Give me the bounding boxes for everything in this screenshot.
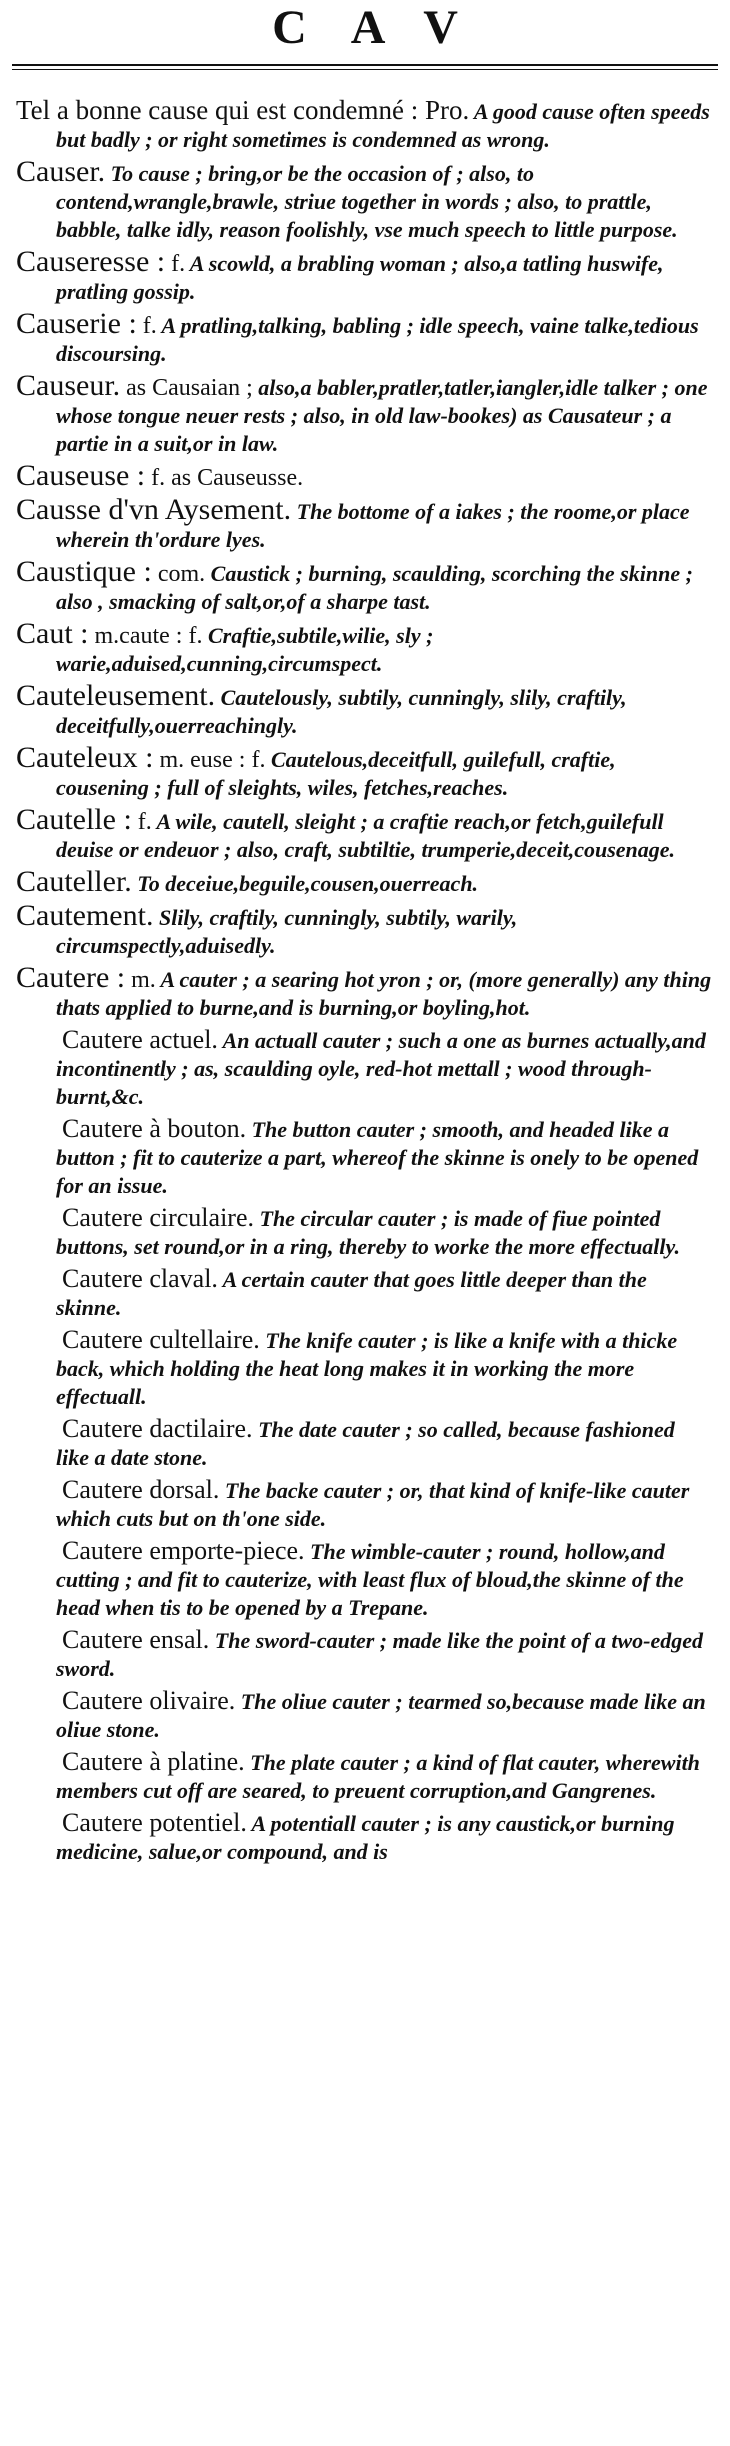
dictionary-entry	[0, 307, 730, 368]
entry-definition: The oliue cauter ; tearmed so,because made like an oliue stone.	[56, 1689, 706, 1742]
entry-grammar: m.caute : f.	[88, 623, 203, 649]
dictionary-subentry	[0, 1809, 730, 1866]
running-head: CAV	[272, 1, 502, 54]
entry-headword: Causerie :	[16, 307, 137, 340]
entry-headword: Cautere potentiel.	[62, 1808, 247, 1837]
entry-definition: A certain cauter that goes little deeper than the skinne.	[56, 1267, 647, 1320]
dictionary-entry	[0, 961, 730, 1022]
entry-definition: Slily, craftily, cunningly, subtily, warily, circumspectly,aduisedly.	[56, 905, 518, 958]
entry-headword: Tel a bonne cause qui est condemné : Pro.	[16, 95, 470, 125]
dictionary-entry	[0, 155, 730, 244]
dictionary-subentry	[0, 1326, 730, 1411]
entry-headword: Cautere emporte-piece.	[62, 1536, 305, 1565]
entry-grammar: f.	[165, 251, 186, 277]
entry-headword: Cauteller.	[16, 865, 132, 898]
entry-headword: Cautere actuel.	[62, 1025, 218, 1054]
entry-headword: Cautere cultellaire.	[62, 1325, 260, 1354]
dictionary-subentry	[0, 1204, 730, 1261]
dictionary-entry	[0, 865, 730, 898]
entry-grammar: f. as Causeusse.	[145, 465, 304, 491]
entry-headword: Cautere olivaire.	[62, 1686, 236, 1715]
entry-definition: The bottome of a iakes ; the roome,or place wherein th'ordure lyes.	[56, 499, 690, 552]
dictionary-subentry	[0, 1476, 730, 1533]
page-header	[0, 0, 730, 66]
entry-definition: The backe cauter ; or, that kind of knife-like cauter which cuts but on th'one side.	[56, 1478, 690, 1531]
entry-headword: Cautere à bouton.	[62, 1114, 247, 1143]
entry-definition: A potentiall cauter ; is any caustick,or burning medicine, salue,or compound, and is	[56, 1811, 675, 1864]
entry-headword: Causer.	[16, 155, 106, 188]
entry-headword: Cautement.	[16, 899, 154, 932]
entry-headword: Causeuse :	[16, 459, 146, 492]
entry-definition: The button cauter ; smooth, and headed like a button ; fit to cauterize a part, whereof the skinne is onely to be opened for an issue.	[56, 1117, 699, 1198]
dictionary-subentry	[0, 1748, 730, 1805]
entry-definition: The wimble-cauter ; round, hollow,and cutting ; and fit to cauterize, with least flux of bloud,the skinne of the head when tis to be opened by a Trepane.	[56, 1539, 684, 1620]
entry-definition: The circular cauter ; is made of fiue pointed buttons, set round,or in a ring, thereby to worke the more effectually.	[56, 1206, 680, 1259]
dictionary-entry	[0, 493, 730, 554]
entry-definition: A cauter ; a searing hot yron ; or, (more generally) any thing thats applied to burne,and is burning,or boyling,hot.	[56, 967, 712, 1020]
entry-definition: Craftie,subtile,wilie, sly ; warie,aduised,cunning,circumspect.	[56, 623, 434, 676]
entry-headword: Cautere ensal.	[62, 1625, 210, 1654]
dictionary-subentry	[0, 1026, 730, 1111]
dictionary-entry	[0, 899, 730, 960]
dictionary-entry	[0, 369, 730, 458]
dictionary-entry	[0, 803, 730, 864]
entry-headword: Cautere à platine.	[62, 1747, 245, 1776]
entry-headword: Cautere dorsal.	[62, 1475, 220, 1504]
dictionary-subentry	[0, 1687, 730, 1744]
entry-grammar: f.	[136, 313, 157, 339]
dictionary-entry	[0, 617, 730, 678]
entry-grammar: m. euse : f.	[153, 747, 266, 773]
entry-headword: Cautere dactilaire.	[62, 1414, 253, 1443]
entry-definition: Cautelous,deceitfull, guilefull, craftie, cousening ; full of sleights, wiles, fetches,reaches.	[56, 747, 616, 800]
entry-headword: Cautere circulaire.	[62, 1203, 254, 1232]
entry-grammar: com.	[151, 561, 206, 587]
entry-definition: A pratling,talking, babling ; idle speech, vaine talke,tedious discoursing.	[56, 313, 699, 366]
entry-definition: also,a babler,pratler,tatler,iangler,idle talker ; one whose tongue neuer rests ; also, in old law-bookes) as Causateur ; a partie in a suit,or in law.	[56, 375, 708, 456]
dictionary-entry	[0, 679, 730, 740]
entry-headword: Causeresse :	[16, 245, 166, 278]
dictionary-entry	[0, 96, 730, 154]
entry-definition: To deceiue,beguile,cousen,ouerreach.	[131, 871, 479, 896]
entry-definition: A scowld, a brabling woman ; also,a tatling huswife, pratling gossip.	[56, 251, 664, 304]
dictionary-entry	[0, 555, 730, 616]
entry-definition: To cause ; bring,or be the occasion of ; also, to contend,wrangle,brawle, striue together in words ; also, to prattle, babble, talke idly, reason foolishly, vse much speech to little purpose.	[56, 161, 678, 242]
entry-definition: An actuall cauter ; such a one as burnes actually,and incontinently ; as, scaulding oyle, red-hot mettall ; wood through-burnt,&c.	[56, 1028, 706, 1109]
dictionary-subentry	[0, 1265, 730, 1322]
entry-definition: Cautelously, subtily, cunningly, slily, craftily, deceitfully,ouerreachingly.	[56, 685, 627, 738]
entry-grammar: f.	[131, 809, 152, 835]
entry-headword: Causse d'vn Aysement.	[16, 493, 292, 526]
header-rule-thin	[12, 69, 718, 70]
entry-headword: Cauteleusement.	[16, 679, 216, 712]
dictionary-entry	[0, 459, 730, 492]
entry-headword: Causeur.	[16, 369, 121, 402]
header-rule	[12, 64, 718, 66]
entry-headword: Caut :	[16, 617, 89, 650]
entry-grammar: as Causaian ;	[120, 375, 253, 401]
dictionary-entry	[0, 741, 730, 802]
entry-definition: The plate cauter ; a kind of flat cauter, wherewith members cut off are seared, to preuent corruption,and Gangrenes.	[56, 1750, 700, 1803]
entry-definition: The date cauter ; so called, because fashioned like a date stone.	[56, 1417, 675, 1470]
dictionary-subentry	[0, 1537, 730, 1622]
entry-headword: Cautelle :	[16, 803, 132, 836]
entry-headword: Cautere claval.	[62, 1264, 218, 1293]
dictionary-subentry	[0, 1415, 730, 1472]
entry-definition: A wile, cautell, sleight ; a craftie reach,or fetch,guilefull deuise or endeuor ; also, craft, subtiltie, trumperie,deceit,cousenage.	[56, 809, 676, 862]
entry-definition: A good cause often speeds but badly ; or right sometimes is condemned as wrong.	[56, 99, 710, 152]
entry-headword: Cauteleux :	[16, 741, 154, 774]
dictionary-subentry	[0, 1115, 730, 1200]
entry-headword: Caustique :	[16, 555, 152, 588]
entry-definition: The knife cauter ; is like a knife with a thicke back, which holding the heat long makes it in working the more effectuall.	[56, 1328, 678, 1409]
entry-definition: Caustick ; burning, scaulding, scorching the skinne ; also , smacking of salt,or,of a sharpe tast.	[56, 561, 693, 614]
dictionary-subentry	[0, 1626, 730, 1683]
entry-grammar: m.	[125, 967, 156, 993]
dictionary-entry	[0, 245, 730, 306]
entry-definition: The sword-cauter ; made like the point of a two-edged sword.	[56, 1628, 703, 1681]
entry-list	[0, 96, 730, 1870]
entry-headword: Cautere :	[16, 961, 126, 994]
